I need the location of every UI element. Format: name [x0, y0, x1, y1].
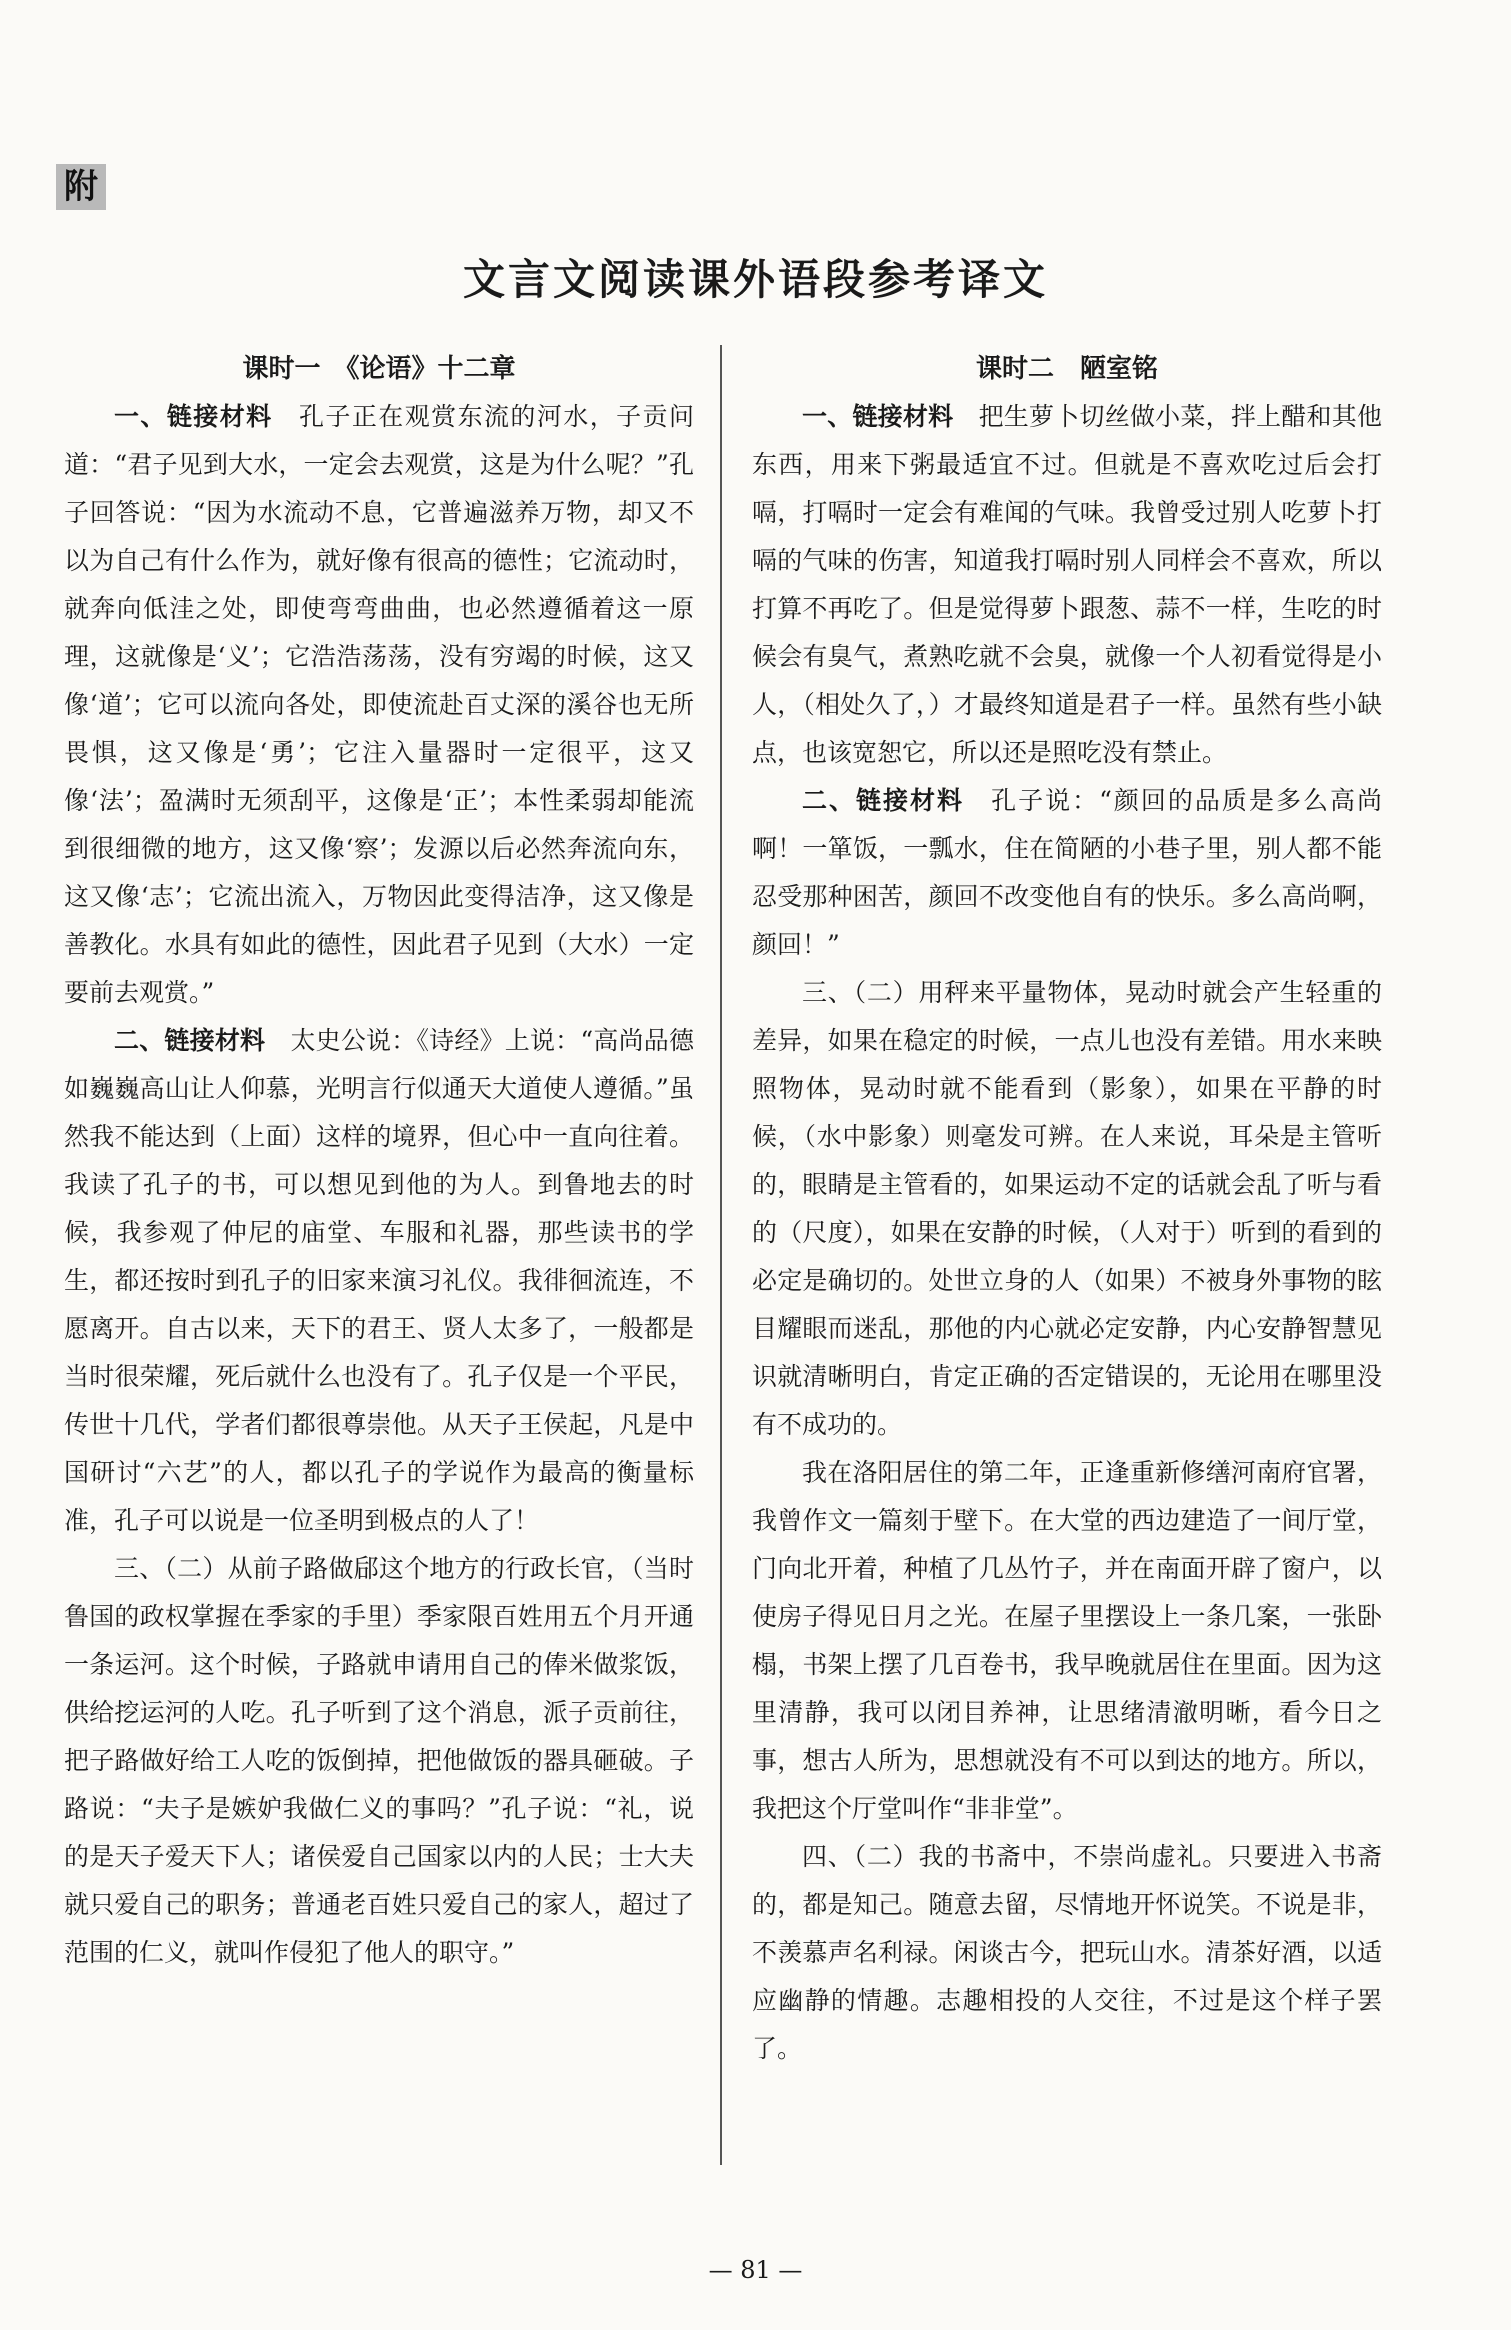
paragraph [752, 1449, 1382, 1833]
paragraph-text: 太史公说：《诗经》上说：“高尚品德如巍巍高山让人仰慕，光明言行似通天大道使人遵循。”虽然我不能达到（上面）这样的境界，但心中一直向往着。我读了孔子的书，可以想见到他的为人。到鲁地去的时候，我参观了仲尼的庙堂、车服和礼器，那些读书的学生，都还按时到孔子的旧家来演习礼仪。我徘徊流连，不愿离开。自古以来，天下的君王、贤人太多了，一般都是当时很荣耀，死后就什么也没有了。孔子仅是一个平民，传世十几代，学者们都很尊崇他。从天子王侯起，凡是中国研讨“六艺”的人，都以孔子的学说作为最高的衡量标准，孔子可以说是一位圣明到极点的人了！ [64, 1026, 694, 1535]
lesson-heading-1: 课时一 《论语》十二章 [242, 354, 516, 384]
section-label: 二、链接材料 [114, 1026, 266, 1055]
section-label: 二、链接材料 [802, 786, 965, 815]
paragraph [752, 393, 1382, 777]
paragraph-text: 把生萝卜切丝做小菜，拌上醋和其他东西，用来下粥最适宜不过。但就是不喜欢吃过后会打嗝，打嗝时一定会有难闻的气味。我曾受过别人吃萝卜打嗝的气味的伤害，知道我打嗝时别人同样会不喜欢，所以打算不再吃了。但是觉得萝卜跟葱、蒜不一样，生吃的时候会有臭气，煮熟吃就不会臭，就像一个人初看觉得是小人，（相处久了，）才最终知道是君子一样。虽然有些小缺点，也该宽恕它，所以还是照吃没有禁止。 [752, 402, 1382, 767]
page-number: — 81 — [708, 2256, 803, 2284]
page-title: 文言文阅读课外语段参考译文 [462, 255, 1048, 304]
section-label: 一、链接材料 [114, 402, 273, 431]
paragraph [64, 1545, 694, 1977]
paragraph-text: 我在洛阳居住的第二年，正逢重新修缮河南府官署，我曾作文一篇刻于壁下。在大堂的西边建造了一间厅堂，门向北开着，种植了几丛竹子，并在南面开辟了窗户，以使房子得见日月之光。在屋子里摆设上一条几案，一张卧榻，书架上摆了几百卷书，我早晚就居住在里面。因为这里清静，我可以闭目养神，让思绪清澈明晰，看今日之事，想古人所为，思想就没有不可以到达的地方。所以，我把这个厅堂叫作“非非堂”。 [752, 1458, 1382, 1823]
appendix-tag: 附 [56, 164, 106, 210]
paragraph-text: 孔子正在观赏东流的河水，子贡问道：“君子见到大水，一定会去观赏，这是为什么呢？”孔子回答说：“因为水流动不息，它普遍滋养万物，却又不以为自己有什么作为，就好像有很高的德性；它流动时，就奔向低洼之处，即使弯弯曲曲，也必然遵循着这一原理，这就像是‘义’；它浩浩荡荡，没有穷竭的时候，这又像‘道’；它可以流向各处，即使流赴百丈深的溪谷也无所畏惧，这又像是‘勇’；它注入量器时一定很平，这又像‘法’；盈满时无须刮平，这像是‘正’；本性柔弱却能流到很细微的地方，这又像‘察’；发源以后必然奔流向东，这又像‘志’；它流出流入，万物因此变得洁净，这又像是善教化。水具有如此的德性，因此君子见到（大水）一定要前去观赏。” [64, 402, 694, 1007]
section-label: 一、链接材料 [802, 402, 954, 431]
paragraph [752, 777, 1382, 969]
paragraph [752, 969, 1382, 1449]
right-column [752, 345, 1382, 2073]
lesson-heading-2: 课时二 陋室铭 [975, 354, 1158, 384]
paragraph-text: 三、（二）用秤来平量物体，晃动时就会产生轻重的差异，如果在稳定的时候，一点儿也没有差错。用水来映照物体，晃动时就不能看到（影象），如果在平静的时候，（水中影象）则毫发可辨。在人来说，耳朵是主管听的，眼睛是主管看的，如果运动不定的话就会乱了听与看的（尺度），如果在安静的时候，（人对于）听到的看到的必定是确切的。处世立身的人（如果）不被身外事物的眩目耀眼而迷乱，那他的内心就必定安静，内心安静智慧见识就清晰明白，肯定正确的否定错误的，无论用在哪里没有不成功的。 [752, 978, 1382, 1439]
paragraph-text: 孔子说：“颜回的品质是多么高尚啊！一箪饭，一瓢水，住在简陋的小巷子里，别人都不能忍受那种困苦，颜回不改变他自有的快乐。多么高尚啊，颜回！” [752, 786, 1382, 959]
paragraph-text: 三、（二）从前子路做郈这个地方的行政长官，（当时鲁国的政权掌握在季家的手里）季家限百姓用五个月开通一条运河。这个时候，子路就申请用自己的俸米做浆饭，供给挖运河的人吃。孔子听到了这个消息，派子贡前往，把子路做好给工人吃的饭倒掉，把他做饭的器具砸破。子路说：“夫子是嫉妒我做仁义的事吗？”孔子说：“礼，说的是天子爱天下人；诸侯爱自己国家以内的人民；士大夫就只爱自己的职务；普通老百姓只爱自己的家人，超过了范围的仁义，就叫作侵犯了他人的职守。” [64, 1554, 694, 1967]
paragraph-text: 四、（二）我的书斋中，不崇尚虚礼。只要进入书斋的，都是知己。随意去留，尽情地开怀说笑。不说是非，不羡慕声名利禄。闲谈古今，把玩山水。清茶好酒，以适应幽静的情趣。志趣相投的人交往，不过是这个样子罢了。 [752, 1842, 1382, 2063]
paragraph [64, 393, 694, 1017]
column-divider [720, 345, 722, 2165]
paragraph [64, 1017, 694, 1545]
left-column [64, 345, 694, 1977]
paragraph [752, 1833, 1382, 2073]
